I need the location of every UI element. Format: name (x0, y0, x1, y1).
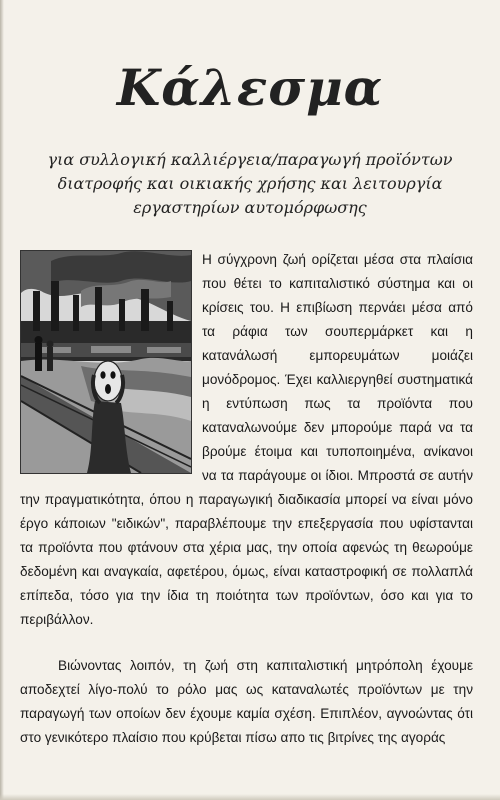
illustration-spacer (20, 248, 190, 472)
scan-edge-left (0, 0, 4, 800)
scan-edge-bottom (0, 794, 500, 800)
document-title: Κάλεσμα (116, 58, 384, 117)
paragraph-2: Βιώνοντας λοιπόν, τη ζωή στη καπιταλιστική μητρόπολη έχουμε αποδεχτεί λίγο-πολύ το ρόλο μας ως καταναλωτές προϊόντων με την παραγωγή των οποίων δεν έχουμε καμία σχέση. Επιπλέον, αγνοώντας ότι στο γενικότερο πλαίσιο που κρύβεται πίσω απο τις βιτρίνες της αγοράς (20, 658, 473, 745)
document-subtitle: για συλλογική καλλιέργεια/παραγωγή προϊόντων διατροφής και οικιακής χρήσης και λειτουργία εργαστηρίων αυτομόρφωσης (47, 150, 453, 217)
paragraph-1: Η σύγχρονη ζωή ορίζεται μέσα στα πλαίσια που θέτει το καπιταλιστικό σύστημα και οι κρίσεις του. Η επιβίωση περνάει μέσα από τα ράφια των σουπερμάρκετ και η κατανάλωσή εμπορευμάτων μοιάζει μονόδρομος. Έχει καλλιεργηθεί συστηματικά η εντύπωση πως τα προϊόντα που καταναλωνούμε δεν μπορούμε παρά να τα βρούμε έτοιμα και τυποποιημένα, ανίκανοι να τα παράγουμε οι ίδιοι. Μπροστά σε αυτήν την πραγματικότητα, όπου η παραγωγική διαδικασία μπορεί να είναι μόνο έργο κάποιων "ειδικών", παραβλέπουμε την επεξεργασία που υφίστανται τα προϊόντα που φτάνουν στα χέρια μας, την οποία αφενώς τη θεωρούμε δεδομένη και αναγκαία, αφετέρου, όμως, είναι καταστροφική σε πολλαπλά επίπεδα, τόσο για την ίδια τη ποιότητα των προϊόντων, όσο και για το περιβάλλον. (20, 252, 473, 627)
body-text (20, 248, 473, 750)
